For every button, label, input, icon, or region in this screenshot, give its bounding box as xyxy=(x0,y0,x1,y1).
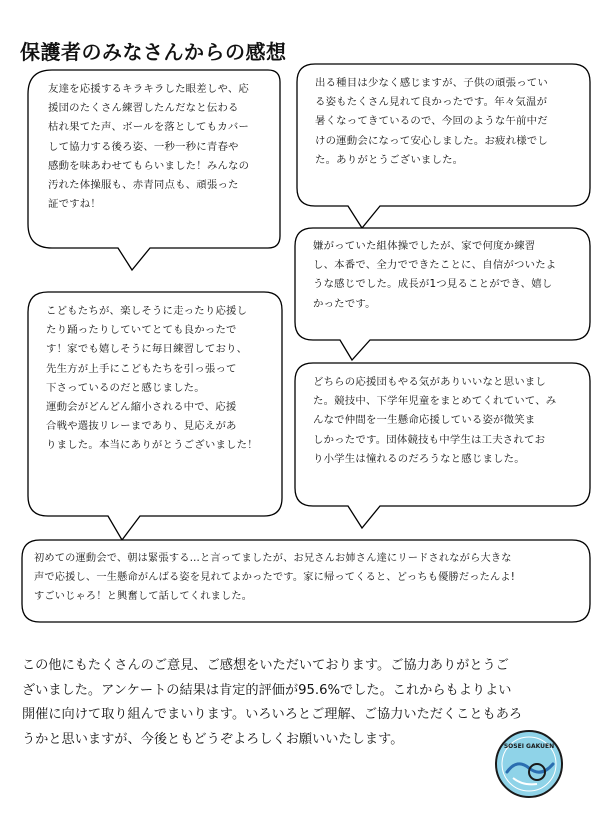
comment-1: 友達を応援するキラキラした眼差しや、応 援団のたくさん練習したんだなと伝わる 枯れ果てた声、ボールを落としてもカバー して協力する後ろ姿、一秒一秒に青春や 感動を味あわせてもらいました！みんなの 汚れた体操服も、赤青同点も、頑張った 証ですね！ xyxy=(48,83,250,211)
comment-5: どちらの応援団もやる気がありいいなと思いまし た。競技中、下学年児童をまとめてくれていて、み んなで仲間を一生懸命応援している姿が微笑ま しかったです。団体競技も中学生は工夫されてお り小学生は憧れるのだろうなと感じました。 xyxy=(313,376,557,465)
comment-4: こどもたちが、楽しそうに走ったり応援し たり踊ったりしていてとても良かったで す！家でも嬉しそうに毎日練習しており、 先生方が上手にこどもたちを引っ張って 下さっているのだと感じました。 運動会がどんどん縮小される中で、応援 合戦や選抜リレーまであり、見応えがあ りました。本当にありがとうございました！ xyxy=(46,305,258,452)
logo-text: SOSEI GAKUEN xyxy=(503,743,555,750)
comment-3: 嫌がっていた組体操でしたが、家で何度か練習 し、本番で、全力でできたことに、自信がついたよ うな感じでした。成長が1つ見ることができ、嬉し かったです。 xyxy=(313,240,557,310)
page-title: 保護者のみなさんからの感想 xyxy=(20,40,287,64)
summary-paragraph: この他にもたくさんのご意見、ご感想をいただいております。ご協力ありがとうご ざいました。アンケートの結果は肯定的評価が95.6%でした。これからもよりよい 開催に向けて取り組んでまいります。いろいろとご理解、ご協力いただくこともあろ うかと思いますが、今後ともどうぞよろしくお願いいたします。 xyxy=(22,658,523,747)
comment-6: 初めての運動会で、朝は緊張する…と言ってましたが、お兄さんお姉さん達にリードされながら大きな 声で応援し、一生懸命がんばる姿を見れてよかったです。家に帰ってくると、どっちも優勝だったんよ! すごいじゃろ！と興奮して話してくれました。 xyxy=(34,553,516,603)
comment-2: 出る種目は少なく感じますが、子供の頑張ってい る姿もたくさん見れて良かったです。年々気温が 暑くなってきているので、今回のような午前中だ けの運動会になって安心しました。お疲れ様でし た。ありがとうございました。 xyxy=(315,77,548,166)
school-logo xyxy=(493,728,565,800)
